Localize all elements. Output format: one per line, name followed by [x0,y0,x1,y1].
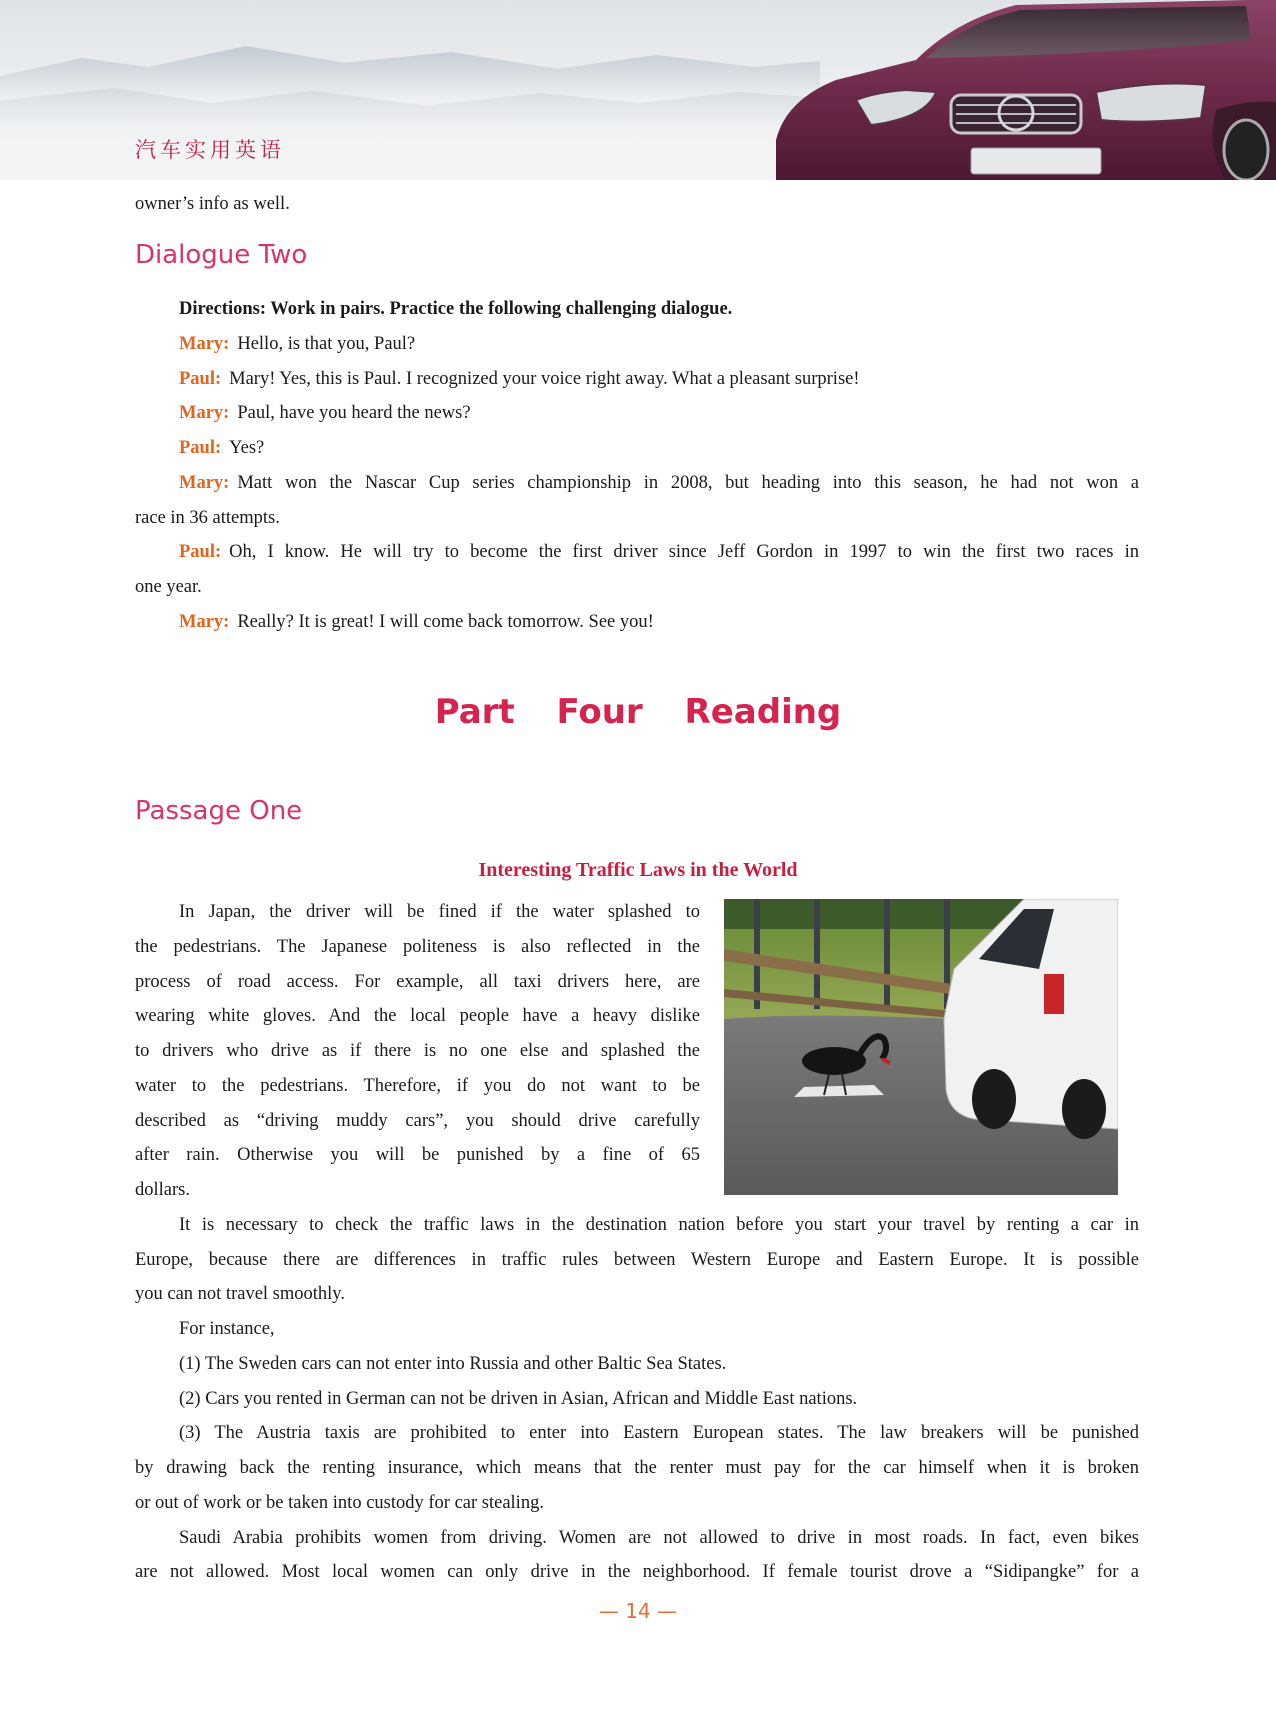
dialogue-text: Oh, I know. He will try to become the first driver since Jeff Gordon in 1997 to win the first two races in [229,542,1139,562]
part-title: Part Four Reading [434,692,842,732]
paragraph-line: the pedestrians. The Japanese politeness is also reflected in the [135,937,700,957]
list-item: (1) The Sweden cars can not enter into Russia and other Baltic Sea States. [179,1354,727,1374]
dialogue-line [179,401,1139,425]
dialogue-two-heading: Dialogue Two [135,240,308,270]
speaker-label: Paul: [179,369,222,389]
dialogue-text: Yes? [229,438,265,458]
speaker-label: Mary: [179,334,230,354]
passage-one-heading: Passage One [135,796,303,826]
continuation-text: owner’s info as well. [135,194,290,214]
list-item: (3) The Austria taxis are prohibited to enter into Eastern European states. The law breakers will be punished [179,1423,1139,1443]
dialogue-line-continuation: race in 36 attempts. [135,508,280,528]
paragraph-line: to drivers who drive as if there is no one else and splashed the [135,1041,700,1061]
paragraph-line: dollars. [135,1180,190,1200]
dialogue-line [179,471,1139,495]
list-item: (2) Cars you rented in German can not be driven in Asian, African and Middle East nations. [179,1389,858,1409]
paragraph-line: wearing white gloves. And the local people have a heavy dislike [135,1006,700,1026]
speaker-label: Mary: [179,473,230,493]
book-title: 汽车实用英语 [135,138,285,162]
car-illustration [776,0,1276,180]
dialogue-text: Mary! Yes, this is Paul. I recognized your voice right away. What a pleasant surprise! [229,369,860,389]
dialogue-line-continuation: one year. [135,577,202,597]
paragraph-line: described as “driving muddy cars”, you should drive carefully [135,1111,700,1131]
dialogue-text: Hello, is that you, Paul? [237,334,416,354]
paragraph-line: process of road access. For example, all taxi drivers here, are [135,972,700,992]
for-instance-text: For instance, [179,1319,275,1339]
paragraph-line: after rain. Otherwise you will be punished by a fine of 65 [135,1145,700,1165]
paragraph-line: Saudi Arabia prohibits women from driving. Women are not allowed to drive in most roads. In fact, even bikes [179,1528,1139,1548]
paragraph-line: you can not travel smoothly. [135,1284,345,1304]
paragraph-line: It is necessary to check the traffic laws in the destination nation before you start your travel by renting a car in [179,1215,1139,1235]
dialogue-line [179,367,1139,391]
page-header-banner [0,0,1276,180]
dialogue-text: Matt won the Nascar Cup series championship in 2008, but heading into this season, he had not won a [237,473,1139,493]
dialogue-line [179,540,1139,564]
paragraph-line: by drawing back the renting insurance, which means that the renter must pay for the car himself when it is broken [135,1458,1139,1478]
dialogue-line [179,436,1139,460]
paragraph-line: are not allowed. Most local women can only drive in the neighborhood. If female tourist drove a “Sidipangke” for a [135,1562,1139,1582]
paragraph-line: or out of work or be taken into custody for car stealing. [135,1493,544,1513]
dialogue-directions: Directions: Work in pairs. Practice the following challenging dialogue. [179,299,733,319]
paragraph-line: water to the pedestrians. Therefore, if you do not want to be [135,1076,700,1096]
dialogue-line [179,610,1139,634]
dialogue-line [179,332,1139,356]
page-number: — 14 — [598,1599,678,1623]
speaker-label: Paul: [179,542,222,562]
speaker-label: Mary: [179,612,230,632]
swan-and-truck-photo [724,899,1118,1195]
dialogue-text: Really? It is great! I will come back tomorrow. See you! [237,612,654,632]
speaker-label: Mary: [179,403,230,423]
passage-title: Interesting Traffic Laws in the World [478,859,798,881]
paragraph-line: In Japan, the driver will be fined if the water splashed to [179,902,700,922]
speaker-label: Paul: [179,438,222,458]
dialogue-text: Paul, have you heard the news? [237,403,471,423]
paragraph-line: Europe, because there are differences in traffic rules between Western Europe and Eastern Europe. It is possible [135,1250,1139,1270]
